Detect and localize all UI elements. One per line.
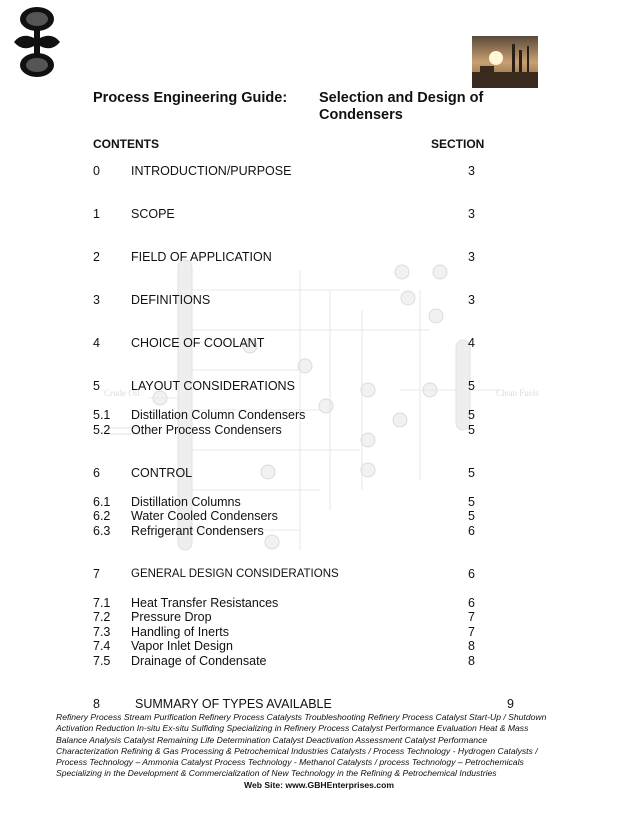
toc-entry-number: 6.1 <box>93 495 111 509</box>
toc-entry-section: 6 <box>468 567 475 581</box>
toc-entry-number: 5.2 <box>93 423 111 437</box>
toc-entry-label: Water Cooled Condensers <box>131 509 278 523</box>
page-title-right-line1: Selection and Design of <box>319 90 484 106</box>
toc-entry[interactable] <box>0 379 638 394</box>
footer-services-text <box>56 712 586 780</box>
toc-entry[interactable] <box>0 466 638 481</box>
toc-entry-section: 5 <box>468 495 475 509</box>
toc-entry-number: 7.3 <box>93 625 111 639</box>
toc-entry-number: 5.1 <box>93 408 111 422</box>
footer-line: Refinery Process Stream Purification Refinery Process Catalysts Troubleshooting Refinery Process Catalyst Start-Up / Shutdown <box>56 712 547 722</box>
toc-entry[interactable] <box>0 164 638 179</box>
toc-entry[interactable] <box>0 336 638 351</box>
toc-entry-number: 6.3 <box>93 524 111 538</box>
toc-entry-label: Pressure Drop <box>131 610 212 624</box>
toc-entry-section: 6 <box>468 596 475 610</box>
toc-entry-number: 7.4 <box>93 639 111 653</box>
toc-entry[interactable] <box>0 509 638 524</box>
toc-entry-number: 6.2 <box>93 509 111 523</box>
toc-entry-number: 7.5 <box>93 654 111 668</box>
toc-entry-section: 7 <box>468 625 475 639</box>
toc-entry-label: CHOICE OF COOLANT <box>131 336 265 350</box>
toc-entry[interactable] <box>0 596 638 611</box>
toc-entry[interactable] <box>0 250 638 265</box>
toc-entry-label: DEFINITIONS <box>131 293 211 307</box>
toc-entry-label: SCOPE <box>131 207 175 221</box>
toc-entry[interactable] <box>0 654 638 669</box>
toc-entry[interactable] <box>0 408 638 423</box>
toc-entry-number: 7.1 <box>93 596 111 610</box>
toc-entry-number: 4 <box>93 336 100 350</box>
toc-entry-label: Drainage of Condensate <box>131 654 267 668</box>
toc-entry-label: CONTROL <box>131 466 193 480</box>
toc-entry-label: Refrigerant Condensers <box>131 524 264 538</box>
toc-entry-section: 3 <box>468 164 475 178</box>
toc-entry-section: 4 <box>468 336 475 350</box>
toc-entry-section: 9 <box>507 697 514 711</box>
toc-entry-section: 5 <box>468 379 475 393</box>
toc-entry-section: 6 <box>468 524 475 538</box>
toc-entry-section: 3 <box>468 207 475 221</box>
crude-oil-label: Crude Oil <box>104 388 140 398</box>
toc-entry-label: GENERAL DESIGN CONSIDERATIONS <box>131 568 339 580</box>
toc-entry[interactable] <box>0 423 638 438</box>
toc-entry[interactable] <box>0 495 638 510</box>
toc-entry-label: Other Process Condensers <box>131 423 282 437</box>
toc-entry-number: 1 <box>93 207 100 221</box>
toc-entry-section: 5 <box>468 509 475 523</box>
toc-entry-label: Distillation Column Condensers <box>131 408 306 422</box>
toc-entry[interactable] <box>0 293 638 308</box>
toc-entry-label: LAYOUT CONSIDERATIONS <box>131 379 295 393</box>
refinery-photo <box>472 36 538 88</box>
company-logo-icon <box>12 6 62 78</box>
section-heading: SECTION <box>431 137 485 151</box>
toc-entry-label: Handling of Inerts <box>131 625 229 639</box>
toc-entry-section: 3 <box>468 293 475 307</box>
toc-entry-label: Vapor Inlet Design <box>131 639 233 653</box>
toc-entry-number: 6 <box>93 466 100 480</box>
footer-line: Specializing in the Development & Commercialization of New Technology in the Refining & Petrochemical Industries <box>56 768 497 779</box>
toc-entry-number: 8 <box>93 697 100 711</box>
toc-entry-number: 3 <box>93 293 100 307</box>
toc-entry-number: 2 <box>93 250 100 264</box>
footer-line: Process Technology – Ammonia Catalyst Process Technology - Methanol Catalysts / process Technology – Petrochemicals <box>56 757 524 768</box>
footer-line: Characterization Refining & Gas Processing & Petrochemical Industries Catalysts / Process Technology - Hydrogen Catalysts / <box>56 745 538 756</box>
page-title-left: Process Engineering Guide: <box>93 90 288 106</box>
toc-entry-number: 0 <box>93 164 100 178</box>
toc-entry-section: 8 <box>468 639 475 653</box>
toc-entry-section: 8 <box>468 654 475 668</box>
toc-entry[interactable] <box>0 524 638 539</box>
toc-entry[interactable] <box>0 639 638 654</box>
toc-entry-section: 7 <box>468 610 475 624</box>
toc-entry-section: 5 <box>468 408 475 422</box>
page-title-right-line2: Condensers <box>319 107 403 123</box>
toc-entry-section: 5 <box>468 466 475 480</box>
website-link[interactable]: Web Site: www.GBHEnterprises.com <box>244 780 394 790</box>
toc-entry[interactable] <box>0 567 638 582</box>
toc-entry[interactable] <box>0 207 638 222</box>
toc-entry-section: 5 <box>468 423 475 437</box>
toc-entry-number: 7.2 <box>93 610 111 624</box>
toc-entry-label: Heat Transfer Resistances <box>131 596 279 610</box>
toc-entry[interactable] <box>0 610 638 625</box>
toc-entry-section: 3 <box>468 250 475 264</box>
toc-entry-label: Distillation Columns <box>131 495 241 509</box>
contents-heading: CONTENTS <box>93 137 159 151</box>
footer-line: Activation Reduction In-situ Ex-situ Sulfiding Specializing in Refinery Process Catalyst Performance Evaluation Heat & Mass <box>56 723 529 734</box>
toc-entry-label: INTRODUCTION/PURPOSE <box>131 164 292 178</box>
toc-entry[interactable] <box>0 697 638 712</box>
toc-entry-number: 5 <box>93 379 100 393</box>
footer-line: Balance Analysis Catalyst Remaining Life Determination Catalyst Deactivation Assessment Catalyst Performance <box>56 734 488 745</box>
toc-entry-label: FIELD OF APPLICATION <box>131 250 272 264</box>
toc-entry-number: 7 <box>93 567 100 581</box>
toc-entry-label: SUMMARY OF TYPES AVAILABLE <box>135 697 332 711</box>
clean-fuels-label: Clean Fuels <box>496 388 539 398</box>
toc-entry[interactable] <box>0 625 638 640</box>
